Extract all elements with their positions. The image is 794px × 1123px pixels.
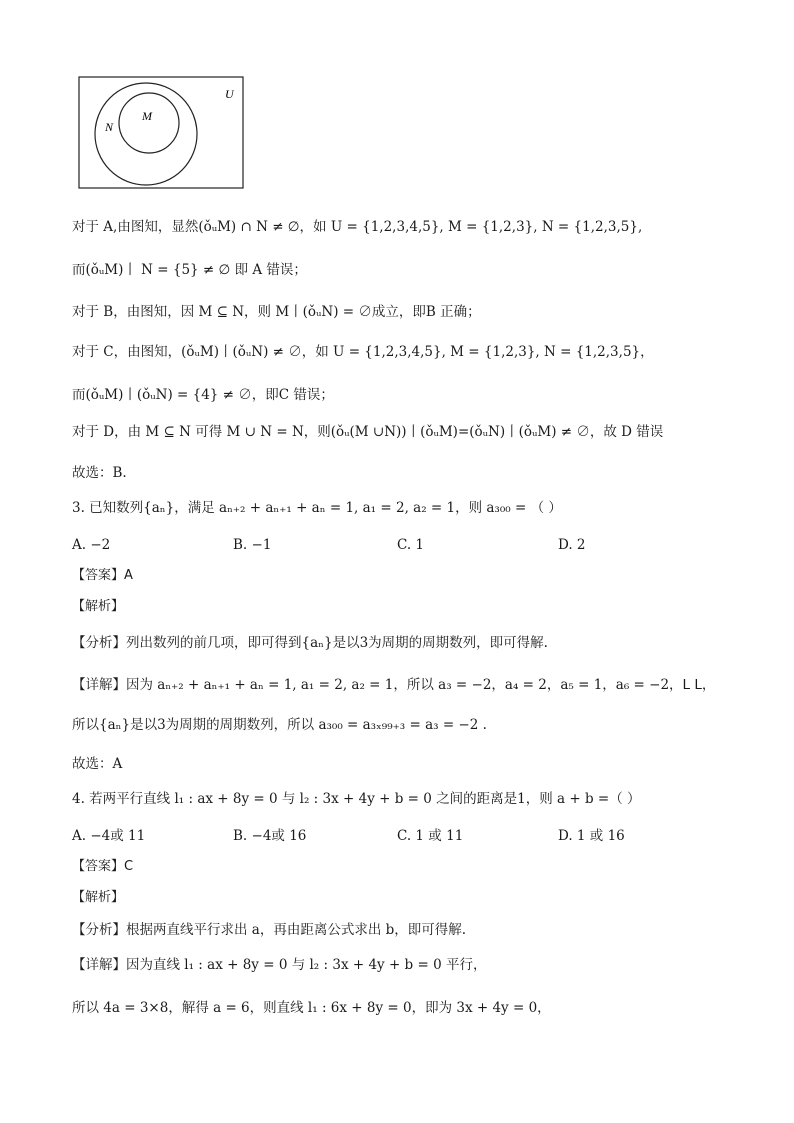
q3-option-d: D. 2 <box>558 537 586 553</box>
question-4: 4. 若两平行直线 l₁ : ax + 8y = 0 与 l₂ : 3x + 4y + b = 0 之间的距离是1，则 a + b =（ ） <box>72 791 641 807</box>
q3-answer: 【答案】A <box>72 568 133 583</box>
q4-analysis-heading: 【解析】 <box>72 890 125 905</box>
q3-detail: 【详解】因为 aₙ₊₂ + aₙ₊₁ + aₙ = 1, a₁ = 2, a₂ = 1，所以 a₃ = −2，a₄ = 2，a₅ = 1，a₆ = −2，ᒪ ᒪ， <box>72 677 716 693</box>
label-m: M <box>142 109 152 123</box>
label-u: U <box>225 87 234 101</box>
q4-conclusion: 所以 4a = 3×8，解得 a = 6，则直线 l₁ : 6x + 8y = 0，即为 3x + 4y = 0， <box>72 1000 551 1016</box>
question-3: 3. 已知数列{aₙ}，满足 aₙ₊₂ + aₙ₊₁ + aₙ = 1, a₁ = 2, a₂ = 1，则 a₃₀₀ = （ ） <box>72 500 562 516</box>
q3-option-c: C. 1 <box>397 537 425 553</box>
q3-conclusion: 所以{aₙ}是以3为周期的周期数列，所以 a₃₀₀ = a₃ₓ₉₉₊₃ = a₃ = −2 . <box>72 717 487 733</box>
set-n-circle <box>95 83 197 185</box>
q3-analysis-heading: 【解析】 <box>72 599 125 614</box>
universal-set-rect <box>79 77 243 188</box>
solution-line-d: 对于 D，由 M ⊆ N 可得 M ∪ N = N，则(ǒᵤ(M ∪N))丨(ǒᵤM)=(ǒᵤN)丨(ǒᵤM) ≠ ∅，故 D 错误 <box>72 424 664 440</box>
q3-option-b: B. −1 <box>233 537 272 553</box>
q4-option-d: D. 1 或 16 <box>558 828 625 844</box>
q4-option-c: C. 1 或 11 <box>397 828 464 844</box>
q4-fenxi: 【分析】根据两直线平行求出 a，再由距离公式求出 b，即可得解. <box>72 922 467 938</box>
q3-choice: 故选：A <box>72 756 123 772</box>
q4-option-a: A. −4或 11 <box>72 828 146 844</box>
choice-line-2: 故选：B. <box>72 465 127 481</box>
venn-diagram <box>78 76 246 192</box>
solution-line-a-cont: 而(ǒᵤM)丨 N = {5} ≠ ∅ 即 A 错误； <box>72 262 307 278</box>
solution-line-a: 对于 A,由图知，显然(ǒᵤM) ∩ N ≠ ∅，如 U = {1,2,3,4,5}, M = {1,2,3}, N = {1,2,3,5}, <box>72 219 643 235</box>
q3-option-a: A. −2 <box>72 537 111 553</box>
q3-fenxi: 【分析】列出数列的前几项，即可得到{aₙ}是以3为周期的周期数列，即可得解. <box>72 635 548 651</box>
label-n: N <box>105 120 114 134</box>
q4-detail: 【详解】因为直线 l₁ : ax + 8y = 0 与 l₂ : 3x + 4y + b = 0 平行， <box>72 957 487 973</box>
solution-line-c-cont: 而(ǒᵤM)丨(ǒᵤN) = {4} ≠ ∅，即C 错误； <box>72 387 334 403</box>
solution-line-b: 对于 B，由图知，因 M ⊆ N，则 M丨(ǒᵤN) = ∅成立，即B 正确； <box>72 304 481 320</box>
q4-answer: 【答案】C <box>72 859 134 874</box>
solution-line-c: 对于 C，由图知，(ǒᵤM)丨(ǒᵤN) ≠ ∅，如 U = {1,2,3,4,5}, M = {1,2,3}, N = {1,2,3,5}， <box>72 344 654 360</box>
set-m-circle <box>119 93 179 153</box>
q4-option-b: B. −4或 16 <box>233 828 307 844</box>
